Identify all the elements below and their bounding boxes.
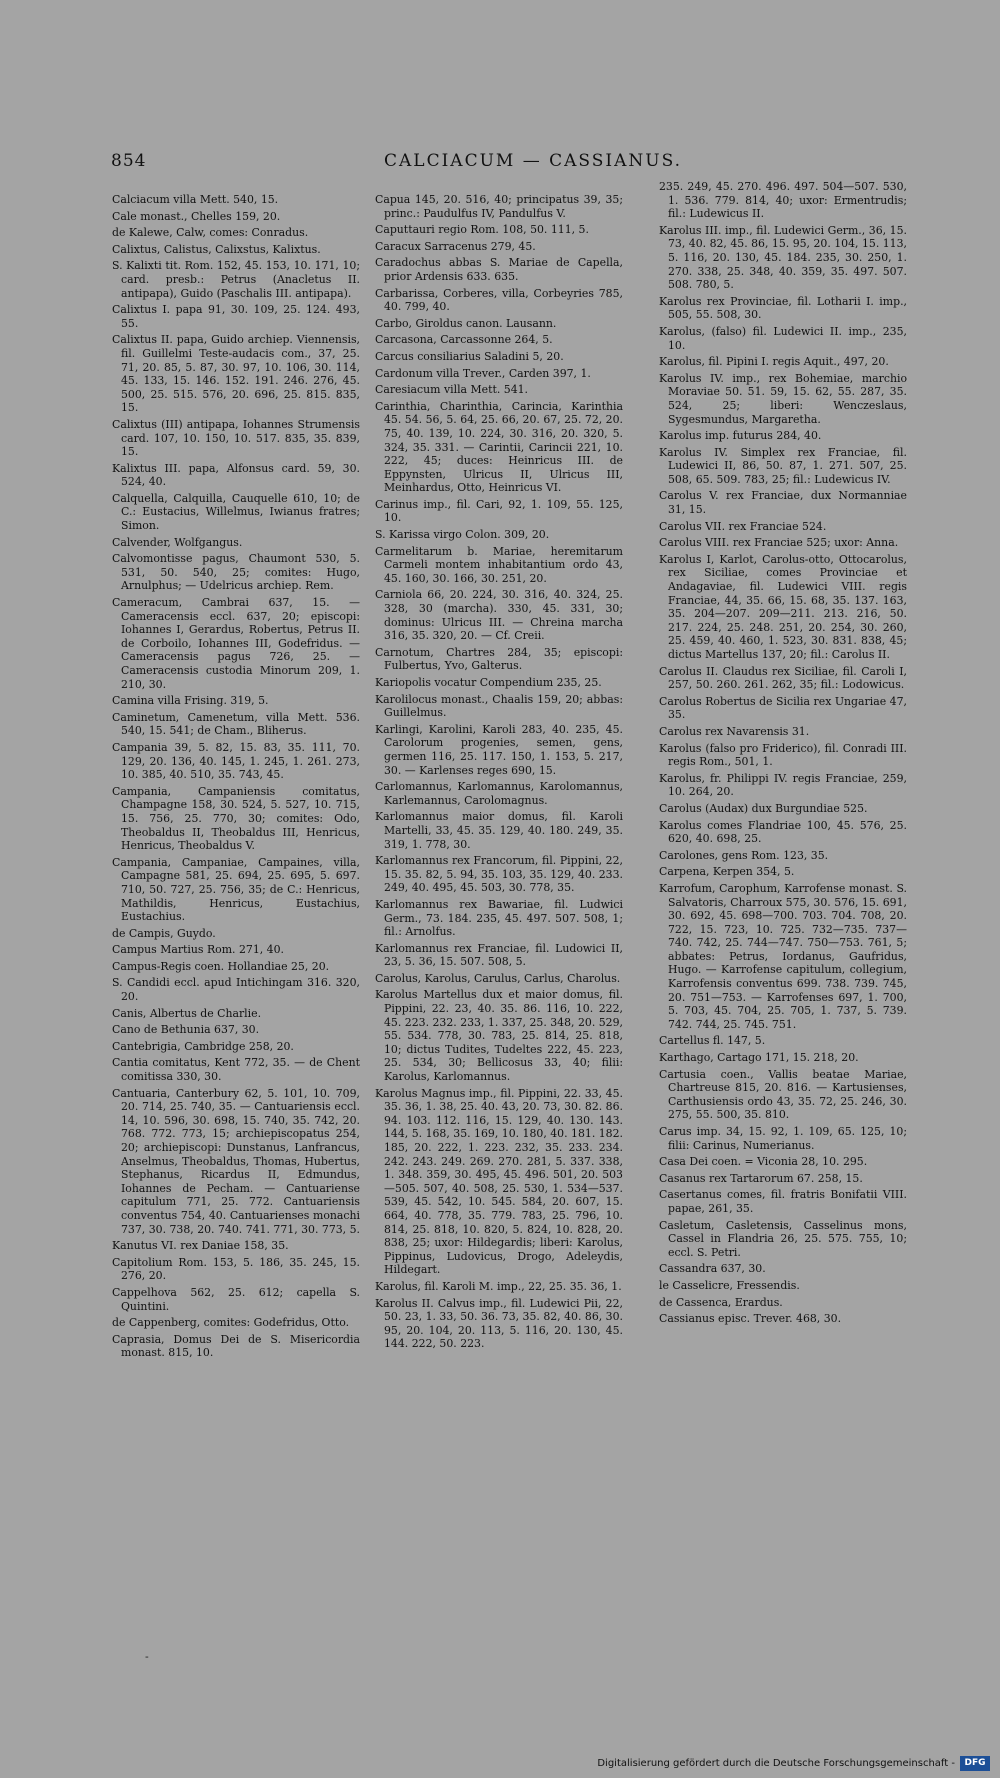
index-column-3 [659,180,907,1329]
index-entry: Cantia comitatus, Kent 772, 35. — de Chent comitissa 330, 30. [112,1056,360,1084]
index-entry: Karolus, fr. Philippi IV. regis Franciae, 259, 10. 264, 20. [659,771,907,799]
index-entry: S. Karissa virgo Colon. 309, 20. [375,528,550,542]
index-entry: Cappelhova 562, 25. 612; capella S. Quintini. [112,1285,360,1313]
index-entry: Karlomannus maior domus, fil. Karoli Martelli, 33, 45. 35. 129, 40. 180. 249, 35. 319, 1. 778, 30. [375,810,623,851]
index-entry: Carolus, Karolus, Carulus, Carlus, Charolus. [375,971,621,985]
index-entry: Cartellus fl. 147, 5. [659,1034,766,1048]
index-entry: Cameracum, Cambrai 637, 15. — Cameracensis eccl. 637, 20; episcopi: Iohannes I, Gerardus, Robertus, Petrus II. de Corboilo, Iohannes III, Godefridus. — Cameracensis pagus 726, 25. — Cameracensis custodia Minorum 209, 1. 210, 30. [112,596,360,691]
index-entry: Cantebrigia, Cambridge 258, 20. [112,1039,294,1053]
index-entry: Caresiacum villa Mett. 541. [375,383,529,397]
index-entry: Cardonum villa Trever., Carden 397, 1. [375,366,591,380]
index-entry: Capitolium Rom. 153, 5. 186, 35. 245, 15. 276, 20. [112,1255,360,1283]
index-entry: Karolus IV. Simplex rex Franciae, fil. Ludewici II, 86, 50. 87, 1. 271. 507, 25. 508, 65. 509. 783, 25; fil.: Ludewicus IV. [659,445,907,486]
index-entry: Camina villa Frising. 319, 5. [112,694,269,708]
index-entry: Carnotum, Chartres 284, 35; episcopi: Fulbertus, Yvo, Galterus. [375,645,623,673]
index-entry: le Casselicre, Fressendis. [659,1278,800,1292]
index-entry: Calixtus (III) antipapa, Iohannes Strumensis card. 107, 10. 150, 10. 517. 835, 35. 839, 15. [112,417,360,459]
index-entry: Carinthia, Charinthia, Carincia, Karinthia 45. 54. 56, 5. 64, 25. 66, 20. 67, 25. 72, 20. 75, 40. 139, 10. 224, 30. 316, 20. 320, 5. 324, 35. 331. — Carintii, Carincii 221, 10. 222, 45; duces: Heinricus III. de Eppynsten, Ulricus II, Ulricus III, Meinhardus, Otto, Heinricus VI. [375,399,623,495]
index-entry: Casletum, Casletensis, Casselinus mons, Cassel in Flandria 26, 25. 575. 755, 10; eccl. S. Petri. [659,1218,907,1259]
index-entry: Carolus II. Claudus rex Siciliae, fil. Caroli I, 257, 50. 260. 261. 262, 35; fil.: Lodowicus. [659,664,907,692]
index-entry: Karolus I, Karlot, Carolus-otto, Ottocarolus, rex Siciliae, comes Provinciae et Andagaviae, fil. Ludewici VIII. regis Franciae, 44, 35. 66, 15. 68, 35. 137. 163, 35. 204—207. 209—211. 213. 216, 50. 217. 224, 25. 248. 251, 20. 254, 30. 260, 25. 459, 40. 460, 1. 523, 30. 831. 838, 45; dictus Martellus 137, 20; fil.: Carolus II. [659,552,907,661]
index-entry: Casanus rex Tartarorum 67. 258, 15. [659,1171,863,1185]
index-entry: Carcus consiliarius Saladini 5, 20. [375,349,564,363]
index-entry: Campania, Campaniensis comitatus, Champagne 158, 30. 524, 5. 527, 10. 715, 15. 756, 25. 770, 30; comites: Odo, Theobaldus II, Theobaldus III, Henricus, Henricus, Theobaldus V. [112,784,360,853]
index-entry: Kalixtus III. papa, Alfonsus card. 59, 30. 524, 40. [112,461,360,489]
index-entry: Karlomannus rex Francorum, fil. Pippini, 22, 15. 35. 82, 5. 94, 35. 103, 35. 129, 40. 233. 249, 40. 495, 45. 503, 30. 778, 35. [375,854,623,895]
index-entry: Carlomannus, Karlomannus, Karolomannus, Karlemannus, Carolomagnus. [375,780,623,807]
index-entry: Cano de Bethunia 637, 30. [112,1023,260,1037]
index-entry: Carbo, Giroldus canon. Lausann. [375,316,557,330]
index-entry: S. Kalixti tit. Rom. 152, 45. 153, 10. 171, 10; card. presb.: Petrus (Anacletus II. antipapa), Guido (Paschalis III. antipapa). [112,259,360,300]
index-entry: Calixtus, Calistus, Calixstus, Kalixtus. [112,242,321,256]
index-entry: 235. 249, 45. 270. 496. 497. 504—507. 530, 1. 536. 779. 814, 40; uxor: Ermentrudis; fil.: Ludewicus II. [659,180,907,221]
index-entry: Karolus rex Provinciae, fil. Lotharii I. imp., 505, 55. 508, 30. [659,294,907,322]
index-entry: Karolus comes Flandriae 100, 45. 576, 25. 620, 40. 698, 25. [659,818,907,846]
index-entry: Cassianus episc. Trever. 468, 30. [659,1312,842,1326]
index-entry: Carolus (Audax) dux Burgundiae 525. [659,801,868,815]
bottom-mark: - [145,1650,149,1663]
index-entry: Cassandra 637, 30. [659,1262,766,1276]
index-entry: Calquella, Calquilla, Cauquelle 610, 10; de C.: Eustacius, Willelmus, Iwianus fratres; Simon. [112,491,360,533]
index-entry: Carmelitarum b. Mariae, heremitarum Carmeli montem inhabitantium ordo 43, 45. 160, 30. 166, 30. 251, 20. [375,544,623,585]
dfg-logo-icon: DFG [960,1756,990,1771]
index-entry: Carus imp. 34, 15. 92, 1. 109, 65. 125, 10; filii: Carinus, Numerianus. [659,1125,907,1152]
index-entry: Carbarissa, Corberes, villa, Corbeyries 785, 40. 799, 40. [375,286,623,314]
index-entry: Calixtus I. papa 91, 30. 109, 25. 124. 493, 55. [112,303,360,330]
index-entry: Casa Dei coen. = Viconia 28, 10. 295. [659,1155,868,1169]
index-entry: Cantuaria, Canterbury 62, 5. 101, 10. 709, 20. 714, 25. 740, 35. — Cantuariensis eccl. 14, 10. 596, 30. 698, 15. 740, 35. 742, 20. 768. 772. 773, 15; archiepiscopatus 254, 20; archiepiscopi: Dunstanus, Lanfrancus, Anselmus, Theobaldus, Thomas, Hubertus, Stephanus, Ricardus II, Edmundus, Iohannes de Pecham. — Cantuariense capitulum 771, 25. 772. Cantuariensis conventus 754, 40. Cantuarienses monachi 737, 30. 738, 20. 740. 741. 771, 30. 773, 5. [112,1086,360,1236]
index-entry: Campus-Regis coen. Hollandiae 25, 20. [112,959,330,973]
footer [0,1752,1000,1778]
index-entry: Carolones, gens Rom. 123, 35. [659,848,829,862]
page-title: CALCIACUM — CASSIANUS. [384,151,683,171]
index-entry: de Cappenberg, comites: Godefridus, Otto. [112,1316,350,1330]
index-entry: Karolus, fil. Pipini I. regis Aquit., 497, 20. [659,355,889,369]
index-entry: Karolus II. Calvus imp., fil. Ludewici Pii, 22, 50. 23, 1. 33, 50. 36. 73, 35. 82, 40. 86, 30. 95, 20. 104, 20. 113, 5. 116, 20. 130, 45. 144. 222, 50. 223. [375,1296,623,1351]
index-entry: Kanutus VI. rex Daniae 158, 35. [112,1239,289,1253]
index-entry: Carpena, Kerpen 354, 5. [659,865,795,879]
index-entry: Calixtus II. papa, Guido archiep. Viennensis, fil. Guillelmi Teste-audacis com., 37, 25. 71, 20. 85, 5. 87, 30. 97, 10. 106, 30. 114, 45. 133, 15. 146. 152. 191. 246. 276, 45. 500, 25. 515. 576, 20. 696, 25. 815. 835, 15. [112,333,360,415]
index-entry: Calciacum villa Mett. 540, 15. [112,193,279,206]
index-column-2 [375,193,623,1354]
index-entry: Karolus IV. imp., rex Bohemiae, marchio Moraviae 50. 51. 59, 15. 62, 55. 287, 35. 524, 25; liberi: Wenczeslaus, Sygesmundus, Margaretha. [659,371,907,426]
index-entry: Karolus Martellus dux et maior domus, fil. Pippini, 22. 23, 40. 35. 86. 116, 10. 222, 45. 223. 232. 233, 1. 337, 25. 348, 20. 529, 55. 534. 778, 30. 783, 25. 814, 25. 818, 10; dictus Tudites, Tudeltes 222, 45. 223, 25. 534, 30; Bellicosus 33, 40; filii: Karolus, Karlomannus. [375,988,623,1084]
index-entry: Casertanus comes, fil. fratris Bonifatii VIII. papae, 261, 35. [659,1188,907,1215]
index-entry: Campania, Campaniae, Campaines, villa, Campagne 581, 25. 694, 25. 695, 5. 697. 710, 50. 727, 25. 756, 35; de C.: Henricus, Mathildis, Henricus, Eustachius, Eustachius. [112,855,360,924]
index-entry: Carniola 66, 20. 224, 30. 316, 40. 324, 25. 328, 30 (marcha). 330, 45. 331, 30; dominus: Ulricus III. — Chreina marcha 316, 35. 320, 20. — Cf. Creii. [375,588,623,643]
index-entry: S. Candidi eccl. apud Intichingam 316. 320, 20. [112,976,360,1004]
index-entry: Karolus Magnus imp., fil. Pippini, 22. 33, 45. 35. 36, 1. 38, 25. 40. 43, 20. 73, 30. 82. 86. 94. 103. 112. 116, 15. 129, 40. 130. 143. 144, 5. 168, 35. 169, 10. 180, 40. 181. 182. 185, 20. 222, 1. 223. 232, 35. 233. 234. 242. 243. 249. 269. 270. 281, 5. 337. 338, 1. 348. 359, 30. 495, 45. 496. 501, 20. 503—505. 507, 40. 508, 25. 530, 1. 534—537. 539, 45. 542, 10. 545. 584, 20. 607, 15. 664, 40. 778, 35. 779. 783, 25. 796, 10. 814, 25. 818, 10. 820, 5. 824, 10. 828, 20. 838, 25; uxor: Hildegardis; liberi: Karolus, Pippinus, Ludovicus, Drogo, Adeleydis, Hildegart. [375,1086,623,1277]
index-entry: Canis, Albertus de Charlie. [112,1006,262,1020]
index-entry: Carcasona, Carcassonne 264, 5. [375,333,553,347]
index-entry: Karlomannus rex Bawariae, fil. Ludwici Germ., 73. 184. 235, 45. 497. 507. 508, 1; fil.: Arnolfus. [375,897,623,939]
index-entry: Carolus V. rex Franciae, dux Normanniae 31, 15. [659,489,907,517]
index-entry: Karlingi, Karolini, Karoli 283, 40. 235, 45. Carolorum progenies, semen, gens, germen 116, 25. 117. 150, 1. 153, 5. 217, 30. — Karlenses reges 690, 15. [375,722,623,777]
index-entry: Karolus (falso pro Friderico), fil. Conradi III. regis Rom., 501, 1. [659,741,907,769]
index-entry: Caminetum, Camenetum, villa Mett. 536. 540, 15. 541; de Cham., Bliherus. [112,710,360,738]
index-entry: Karlomannus rex Franciae, fil. Ludowici II, 23, 5. 36, 15. 507. 508, 5. [375,941,623,969]
page-number: 854 [111,151,147,171]
index-entry: Caputtauri regio Rom. 108, 50. 111, 5. [375,223,589,237]
index-entry: Karrofum, Carophum, Karrofense monast. S. Salvatoris, Charroux 575, 30. 576, 15. 691, 30. 692, 45. 698—700. 703. 704. 708, 20. 722, 15. 723, 10. 725. 732—735. 737—740. 742, 25. 744—747. 750—753. 761, 5; abbates: Petrus, Iordanus, Gaufridus, Hugo. — Karrofense capitulum, collegium, Karrofensis conventus 699. 738. 739. 745, 20. 751—753. — Karrofenses 697, 1. 700, 5. 703, 45. 704, 25. 705, 1. 737, 5. 739. 742. 744, 25. 745. 751. [659,881,907,1031]
index-entry: Carolus rex Navarensis 31. [659,724,810,738]
index-entry: Carolus Robertus de Sicilia rex Ungariae 47, 35. [659,694,907,722]
index-column-1 [112,193,360,1363]
index-entry: Calvomontisse pagus, Chaumont 530, 5. 531, 50. 540, 25; comites: Hugo, Arnulphus; — Udelricus archiep. Rem. [112,552,360,593]
index-entry: Karolilocus monast., Chaalis 159, 20; abbas: Guillelmus. [375,692,623,720]
index-entry: Campania 39, 5. 82, 15. 83, 35. 111, 70. 129, 20. 136, 40. 145, 1. 245, 1. 261. 273, 10. 385, 40. 510, 35. 743, 45. [112,740,360,782]
index-entry: Karolus, fil. Karoli M. imp., 22, 25. 35. 36, 1. [375,1279,622,1293]
index-entry: Carolus VIII. rex Franciae 525; uxor: Anna. [659,536,899,550]
index-entry: Cale monast., Chelles 159, 20. [112,209,281,223]
index-entry: Karolus, (falso) fil. Ludewici II. imp., 235, 10. [659,324,907,352]
index-entry: de Campis, Guydo. [112,926,216,940]
index-entry: Karthago, Cartago 171, 15. 218, 20. [659,1051,859,1065]
index-entry: Caracux Sarracenus 279, 45. [375,239,536,253]
index-entry: Caradochus abbas S. Mariae de Capella, prior Ardensis 633. 635. [375,256,623,283]
index-entry: Carinus imp., fil. Cari, 92, 1. 109, 55. 125, 10. [375,497,623,525]
index-entry: de Kalewe, Calw, comes: Conradus. [112,226,309,240]
index-entry: Karolus imp. futurus 284, 40. [659,429,822,443]
index-entry: Capua 145, 20. 516, 40; principatus 39, 35; princ.: Paudulfus IV, Pandulfus V. [375,193,623,220]
index-entry: Cartusia coen., Vallis beatae Mariae, Chartreuse 815, 20. 816. — Kartusienses, Carthusiensis ordo 43, 35. 72, 25. 246, 30. 275, 55. 500, 35. 810. [659,1067,907,1122]
index-entry: Kariopolis vocatur Compendium 235, 25. [375,676,602,689]
index-entry: Caprasia, Domus Dei de S. Misericordia monast. 815, 10. [112,1332,360,1360]
footer-text: Digitalisierung gefördert durch die Deutsche Forschungsgemeinschaft - [597,1758,955,1769]
index-entry: Carolus VII. rex Franciae 524. [659,519,827,533]
index-entry: de Cassenca, Erardus. [659,1295,783,1309]
index-entry: Karolus III. imp., fil. Ludewici Germ., 36, 15. 73, 40. 82, 45. 86, 15. 95, 20. 104, 15. 113, 5. 116, 20. 130, 45. 184. 235, 30. 250, 1. 270. 338, 25. 348, 40. 359, 35. 497. 507. 508. 780, 5. [659,223,907,292]
index-entry: Campus Martius Rom. 271, 40. [112,943,285,957]
index-entry: Calvender, Wolfgangus. [112,535,243,549]
